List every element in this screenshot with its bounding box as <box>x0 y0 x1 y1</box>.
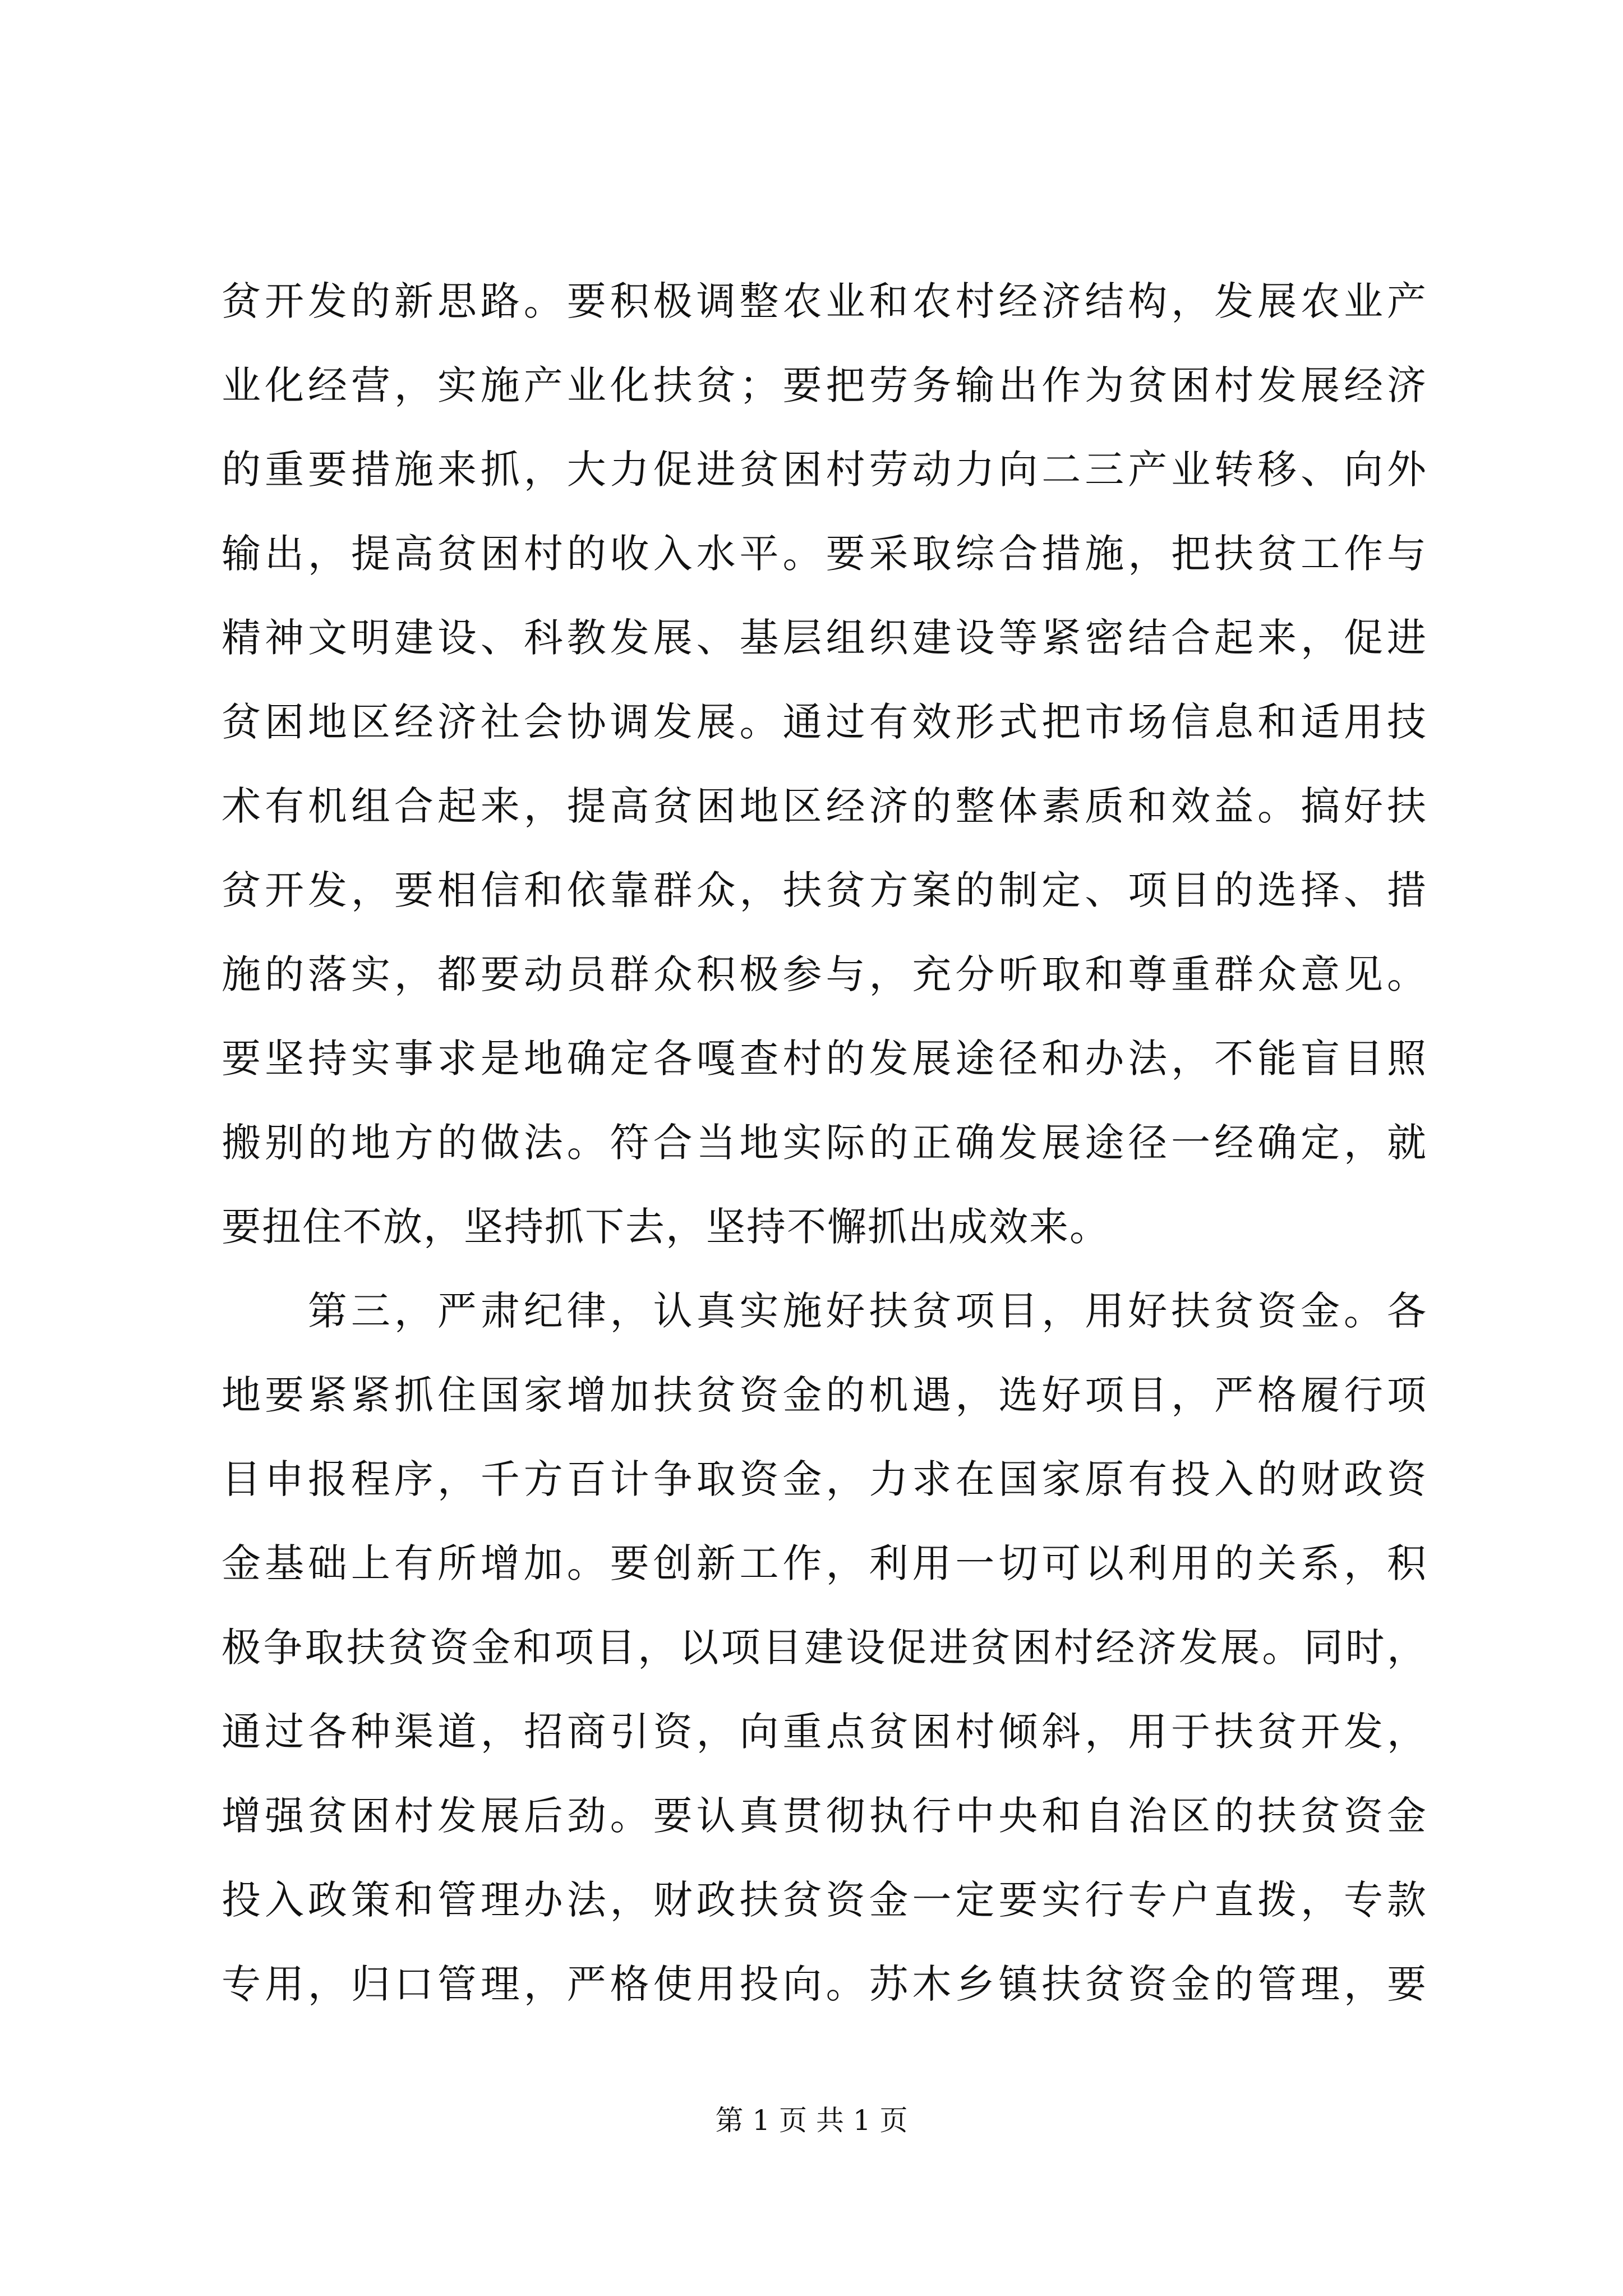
text-line: 输出，提高贫困村的收入水平。要采取综合措施，把扶贫工作与 <box>222 531 1427 577</box>
text-line: 金基础上有所增加。要创新工作，利用一切可以利用的关系，积 <box>222 1540 1427 1586</box>
document-body <box>222 259 1427 2026</box>
text-line: 术有机组合起来，提高贫困地区经济的整体素质和效益。搞好扶 <box>222 783 1427 829</box>
text-line: 精神文明建设、科教发展、基层组织建设等紧密结合起来，促进 <box>222 615 1427 661</box>
text-line: 贫困地区经济社会协调发展。通过有效形式把市场信息和适用技 <box>222 699 1427 745</box>
text-line: 要坚持实事求是地确定各嘎查村的发展途径和办法，不能盲目照 <box>222 1036 1427 1082</box>
text-line: 的重要措施来抓，大力促进贫困村劳动力向二三产业转移、向外 <box>222 447 1427 493</box>
text-line: 业化经营，实施产业化扶贫；要把劳务输出作为贫困村发展经济 <box>222 362 1427 408</box>
text-line: 施的落实，都要动员群众积极参与，充分听取和尊重群众意见。 <box>222 951 1427 997</box>
text-line: 贫开发的新思路。要积极调整农业和农村经济结构，发展农业产 <box>222 278 1427 324</box>
text-line: 投入政策和管理办法，财政扶贫资金一定要实行专户直拨，专款 <box>222 1877 1427 1923</box>
text-line: 地要紧紧抓住国家增加扶贫资金的机遇，选好项目，严格履行项 <box>222 1372 1427 1418</box>
text-line: 贫开发，要相信和依靠群众，扶贫方案的制定、项目的选择、措 <box>222 867 1427 913</box>
text-line: 通过各种渠道，招商引资，向重点贫困村倾斜，用于扶贫开发， <box>222 1709 1427 1755</box>
text-line: 增强贫困村发展后劲。要认真贯彻执行中央和自治区的扶贫资金 <box>222 1793 1427 1839</box>
text-line: 第三，严肃纪律，认真实施好扶贫项目，用好扶贫资金。各 <box>222 1288 1427 1334</box>
page-footer: 第 1 页 共 1 页 <box>715 2104 908 2137</box>
text-line: 目申报程序，千方百计争取资金，力求在国家原有投入的财政资 <box>222 1456 1427 1502</box>
text-line: 极争取扶贫资金和项目，以项目建设促进贫困村经济发展。同时， <box>222 1625 1427 1671</box>
text-line: 专用，归口管理，严格使用投向。苏木乡镇扶贫资金的管理，要 <box>222 1961 1427 2007</box>
text-line: 要扭住不放，坚持抓下去，坚持不懈抓出成效来。 <box>222 1204 1110 1250</box>
text-line: 搬别的地方的做法。符合当地实际的正确发展途径一经确定，就 <box>222 1120 1427 1166</box>
